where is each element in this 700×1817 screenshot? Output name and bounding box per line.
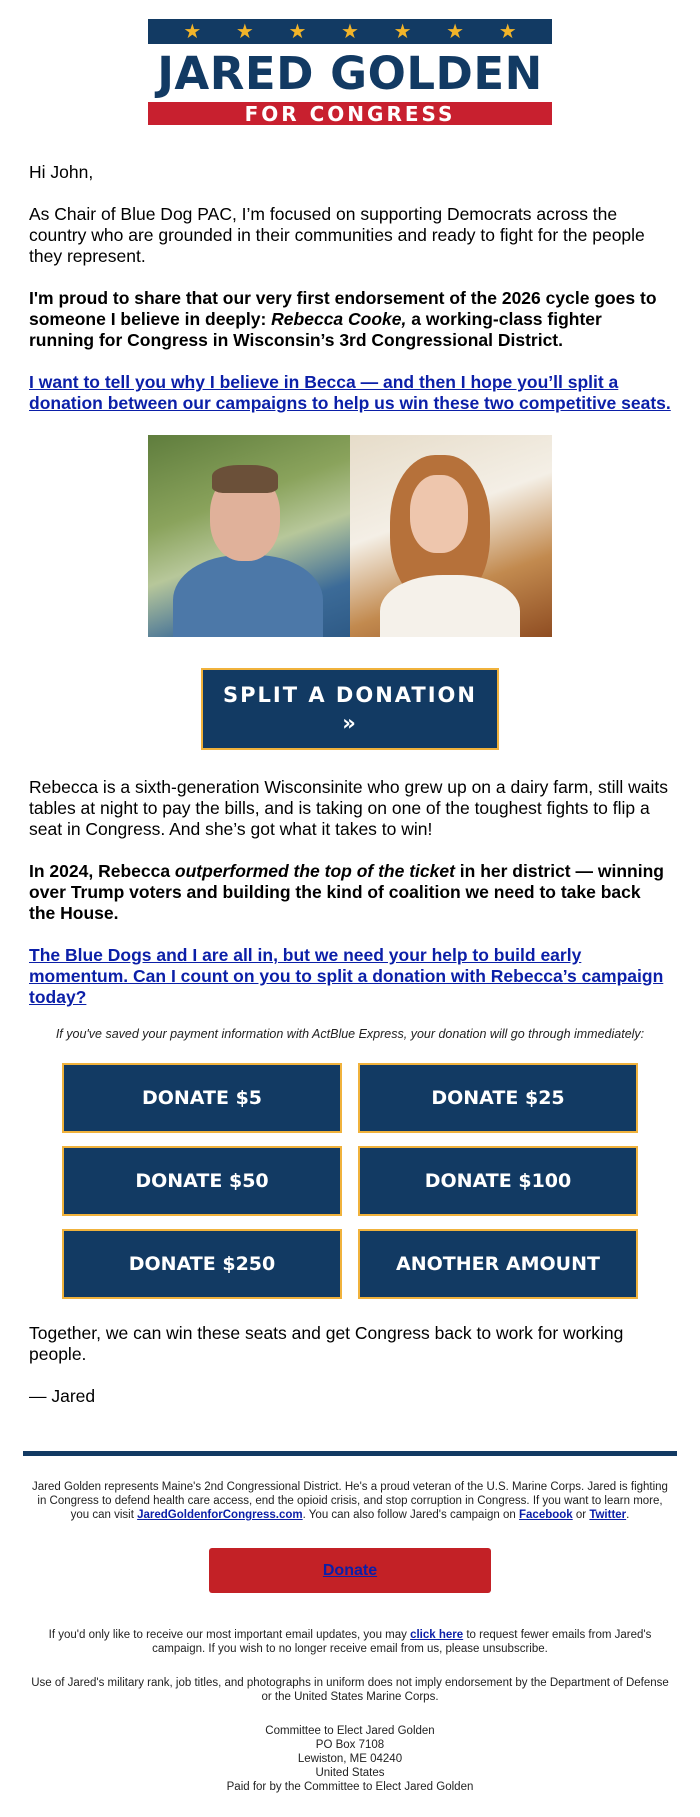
about-text-mid: . You can also follow Jared's campaign on: [302, 1509, 519, 1521]
greeting: Hi John,: [29, 162, 94, 182]
performance-text-end: in her district — winning over Trump voters and building the kind of coalition we need to take back the House.: [29, 861, 664, 923]
message-content-2: [0, 777, 700, 1008]
endorsement-paragraph: [29, 288, 671, 351]
star-icon: ★: [498, 20, 517, 43]
twitter-link[interactable]: Twitter: [589, 1509, 627, 1521]
email-body: [0, 19, 700, 1794]
performance-paragraph: [29, 861, 671, 924]
mailing-address: [28, 1724, 672, 1794]
performance-emphasis: outperformed the top of the ticket: [174, 861, 455, 881]
rebecca-bio: Rebecca is a sixth-generation Wisconsinite who grew up on a dairy farm, still waits tables at night to pay the bills, and is taking on one of the toughest fights to flip a seat in Congress. And she’s got what it takes to win!: [29, 777, 669, 839]
intro-paragraph: As Chair of Blue Dog PAC, I’m focused on supporting Democrats across the country who are grounded in their communities and ready to fight for the people they represent.: [29, 204, 645, 266]
rebecca-cooke-photo: [350, 435, 552, 637]
fewer-text-end: to request fewer emails from Jared's campaign. If you wish to no longer receive email from us, please unsubscribe.: [152, 1629, 652, 1655]
or-text: or: [572, 1509, 590, 1521]
address-line: United States: [315, 1767, 385, 1779]
donate-button-grid: [62, 1063, 638, 1299]
campaign-logo: [148, 19, 552, 125]
chevron-right-icon: »: [342, 711, 358, 735]
fewer-text: If you'd only like to receive our most important email updates, you may: [48, 1629, 411, 1641]
candidates-photo[interactable]: [148, 435, 552, 637]
closing: [0, 1323, 700, 1407]
donate-5-button[interactable]: DONATE $5: [62, 1063, 342, 1133]
logo-name: JARED GOLDEN: [157, 46, 543, 100]
donate-100-button[interactable]: DONATE $100: [358, 1146, 638, 1216]
footer: [0, 1480, 700, 1794]
military-disclaimer: Use of Jared's military rank, job titles, and photographs in uniform does not imply endorsement by the Department of Defense or the United States Marine Corps.: [31, 1677, 669, 1703]
facebook-link[interactable]: Facebook: [519, 1509, 573, 1521]
closing-paragraph: Together, we can win these seats and get Congress back to work for working people.: [29, 1323, 624, 1364]
star-icon: ★: [341, 20, 359, 43]
fewer-emails-note: [28, 1628, 672, 1656]
star-icon: ★: [183, 20, 202, 43]
candidate-name: Rebecca Cooke,: [271, 309, 407, 329]
endorsement-text: I'm proud to share that our very first endorsement of the 2026 cycle goes to someone I believe in deeply:: [29, 288, 657, 329]
logo-star-band: [148, 19, 552, 44]
jared-golden-photo: [148, 435, 350, 637]
about-text: Jared Golden represents Maine's 2nd Congressional District. He's a proud veteran of the U.S. Marine Corps. Jared is fighting in Congress to defend health care access, end the opioid crisis, and stop corruption in Congress. If you want to learn more, you can visit: [32, 1481, 668, 1521]
about-jared: [28, 1480, 672, 1522]
logo-tagline-band: [148, 102, 552, 125]
star-icon: ★: [446, 20, 465, 43]
split-donation-link[interactable]: I want to tell you why I believe in Becca — and then I hope you’ll split a donation between our campaigns to help us win these two competitive seats.: [29, 372, 671, 413]
address-line: PO Box 7108: [315, 1739, 385, 1751]
donate-25-button[interactable]: DONATE $25: [358, 1063, 638, 1133]
performance-text: In 2024, Rebecca: [29, 861, 175, 881]
footer-divider: [23, 1451, 677, 1456]
actblue-express-note: If you've saved your payment information with ActBlue Express, your donation will go through immediately:: [55, 1027, 645, 1041]
logo-tagline: FOR CONGRESS: [244, 101, 456, 126]
address-line: Lewiston, ME 04240: [297, 1753, 403, 1765]
cta-label: SPLIT A DONATION: [223, 683, 477, 707]
endorsement-text-end: a working-class fighter running for Congress in Wisconsin’s 3rd Congressional District.: [29, 309, 602, 350]
another-amount-button[interactable]: ANOTHER AMOUNT: [358, 1229, 638, 1299]
star-icon: ★: [235, 20, 254, 43]
logo-name-band: [148, 44, 552, 102]
campaign-site-link[interactable]: JaredGoldenforCongress.com: [137, 1509, 303, 1521]
star-icon: ★: [288, 20, 307, 43]
paid-for-by: Paid for by the Committee to Elect Jared Golden: [226, 1781, 474, 1793]
message-content: [0, 162, 700, 414]
donate-250-button[interactable]: DONATE $250: [62, 1229, 342, 1299]
momentum-donation-link[interactable]: The Blue Dogs and I are all in, but we need your help to build early momentum. Can I count on you to split a donation with Rebecca’s campaign today?: [29, 945, 664, 1007]
period-text: .: [626, 1509, 630, 1521]
address-line: Committee to Elect Jared Golden: [265, 1725, 435, 1737]
signature: — Jared: [29, 1386, 96, 1406]
star-icon: ★: [393, 20, 412, 43]
donate-50-button[interactable]: DONATE $50: [62, 1146, 342, 1216]
split-donation-button[interactable]: [201, 668, 499, 750]
click-here-link[interactable]: click here: [410, 1629, 464, 1641]
footer-donate-button[interactable]: Donate: [209, 1548, 491, 1593]
